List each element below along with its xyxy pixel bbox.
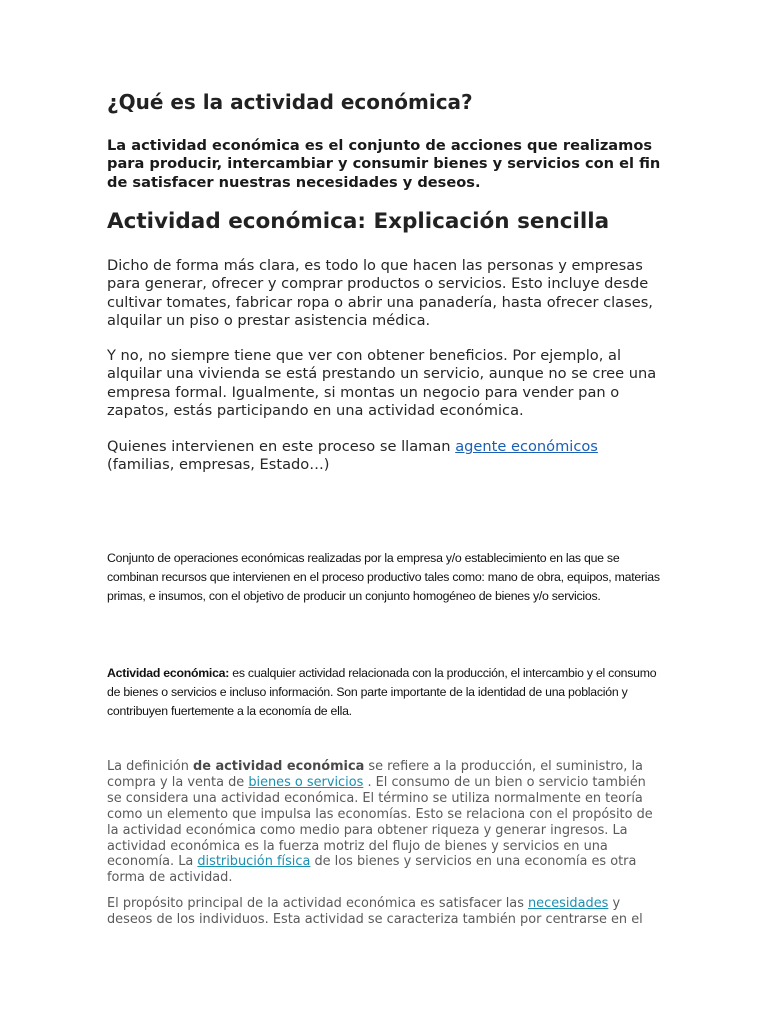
g1-bold-term: de actividad económica — [193, 759, 365, 774]
agents-text-after: (familias, empresas, Estado…) — [107, 456, 330, 474]
paragraph-explanation: Dicho de forma más clara, es todo lo que hacen las personas y empresas para generar, ofrecer y comprar productos o servicios. Esto incluye desde cultivar tomates, fabricar ropa o abrir una panadería, hasta ofrecer clases, alquilar un piso o prestar asistencia médica. — [107, 257, 653, 329]
section-title: Actividad económica: Explicación sencilla — [107, 209, 610, 234]
g1-text-a: La definición — [107, 759, 193, 774]
g1-text-d: de los bienes y servicios en una economía es otra forma de actividad. — [107, 854, 637, 886]
agentes-economicos-link[interactable]: agente económicos — [455, 438, 598, 455]
bienes-servicios-link[interactable]: bienes o servicios — [248, 774, 364, 790]
definition-text: es cualquier actividad relacionada con la producción, el intercambio y el consumo de bienes o servicios e incluso información. Son parte importante de la identidad de una población y contribuyen fuertemente a la economía de ella. — [107, 666, 657, 718]
g1-text-c: . El consumo de un bien o servicio también se considera una actividad económica. El término se utiliza normalmente en teoría como un elemento que impulsa las economías. Esto se relaciona con el propósito de la actividad económica como medio para obtener riqueza y generar ingresos. La actividad económica es la fuerza motriz del flujo de bienes y servicios en una economía. La — [107, 774, 653, 870]
paragraph-example: Y no, no siempre tiene que ver con obtener beneficios. Por ejemplo, al alquilar una vivienda se está prestando un servicio, aunque no se cree una empresa formal. Igualmente, si montas un negocio para vender pan o zapatos, estás participando en una actividad económica. — [107, 347, 657, 419]
definition-term: Actividad económica: — [107, 666, 230, 680]
paragraph-definition-detail — [107, 759, 663, 886]
g2-text-a: El propósito principal de la actividad económica es satisfacer las — [107, 896, 529, 911]
agents-text-before: Quienes intervienen en este proceso se llaman — [107, 438, 456, 455]
intro-paragraph: La actividad económica es el conjunto de acciones que realizamos para producir, intercambiar y consumir bienes y servicios con el fin de satisfacer nuestras necesidades y deseos. — [107, 137, 661, 191]
definition-operations: Conjunto de operaciones económicas realizadas por la empresa y/o establecimiento en las que se combinan recursos que intervienen en el proceso productivo tales como: mano de obra, equipos, materias primas, e insumos, con el objetivo de producir un conjunto homogéneo de bienes y/o servicios. — [107, 551, 660, 603]
paragraph-agents — [107, 438, 667, 475]
definition-economic-activity — [107, 664, 662, 720]
necesidades-link[interactable]: necesidades — [528, 896, 609, 911]
g1-text-b: se refiere a la producción, el suministro, la compra y la venta de — [107, 759, 643, 790]
distribucion-fisica-link[interactable]: distribución física — [197, 854, 311, 870]
g2-text-b: y deseos de los individuos. Esta actividad se caracteriza también por centrarse en el — [107, 896, 643, 927]
page-title: ¿Qué es la actividad económica? — [107, 90, 473, 114]
paragraph-purpose — [107, 896, 663, 928]
